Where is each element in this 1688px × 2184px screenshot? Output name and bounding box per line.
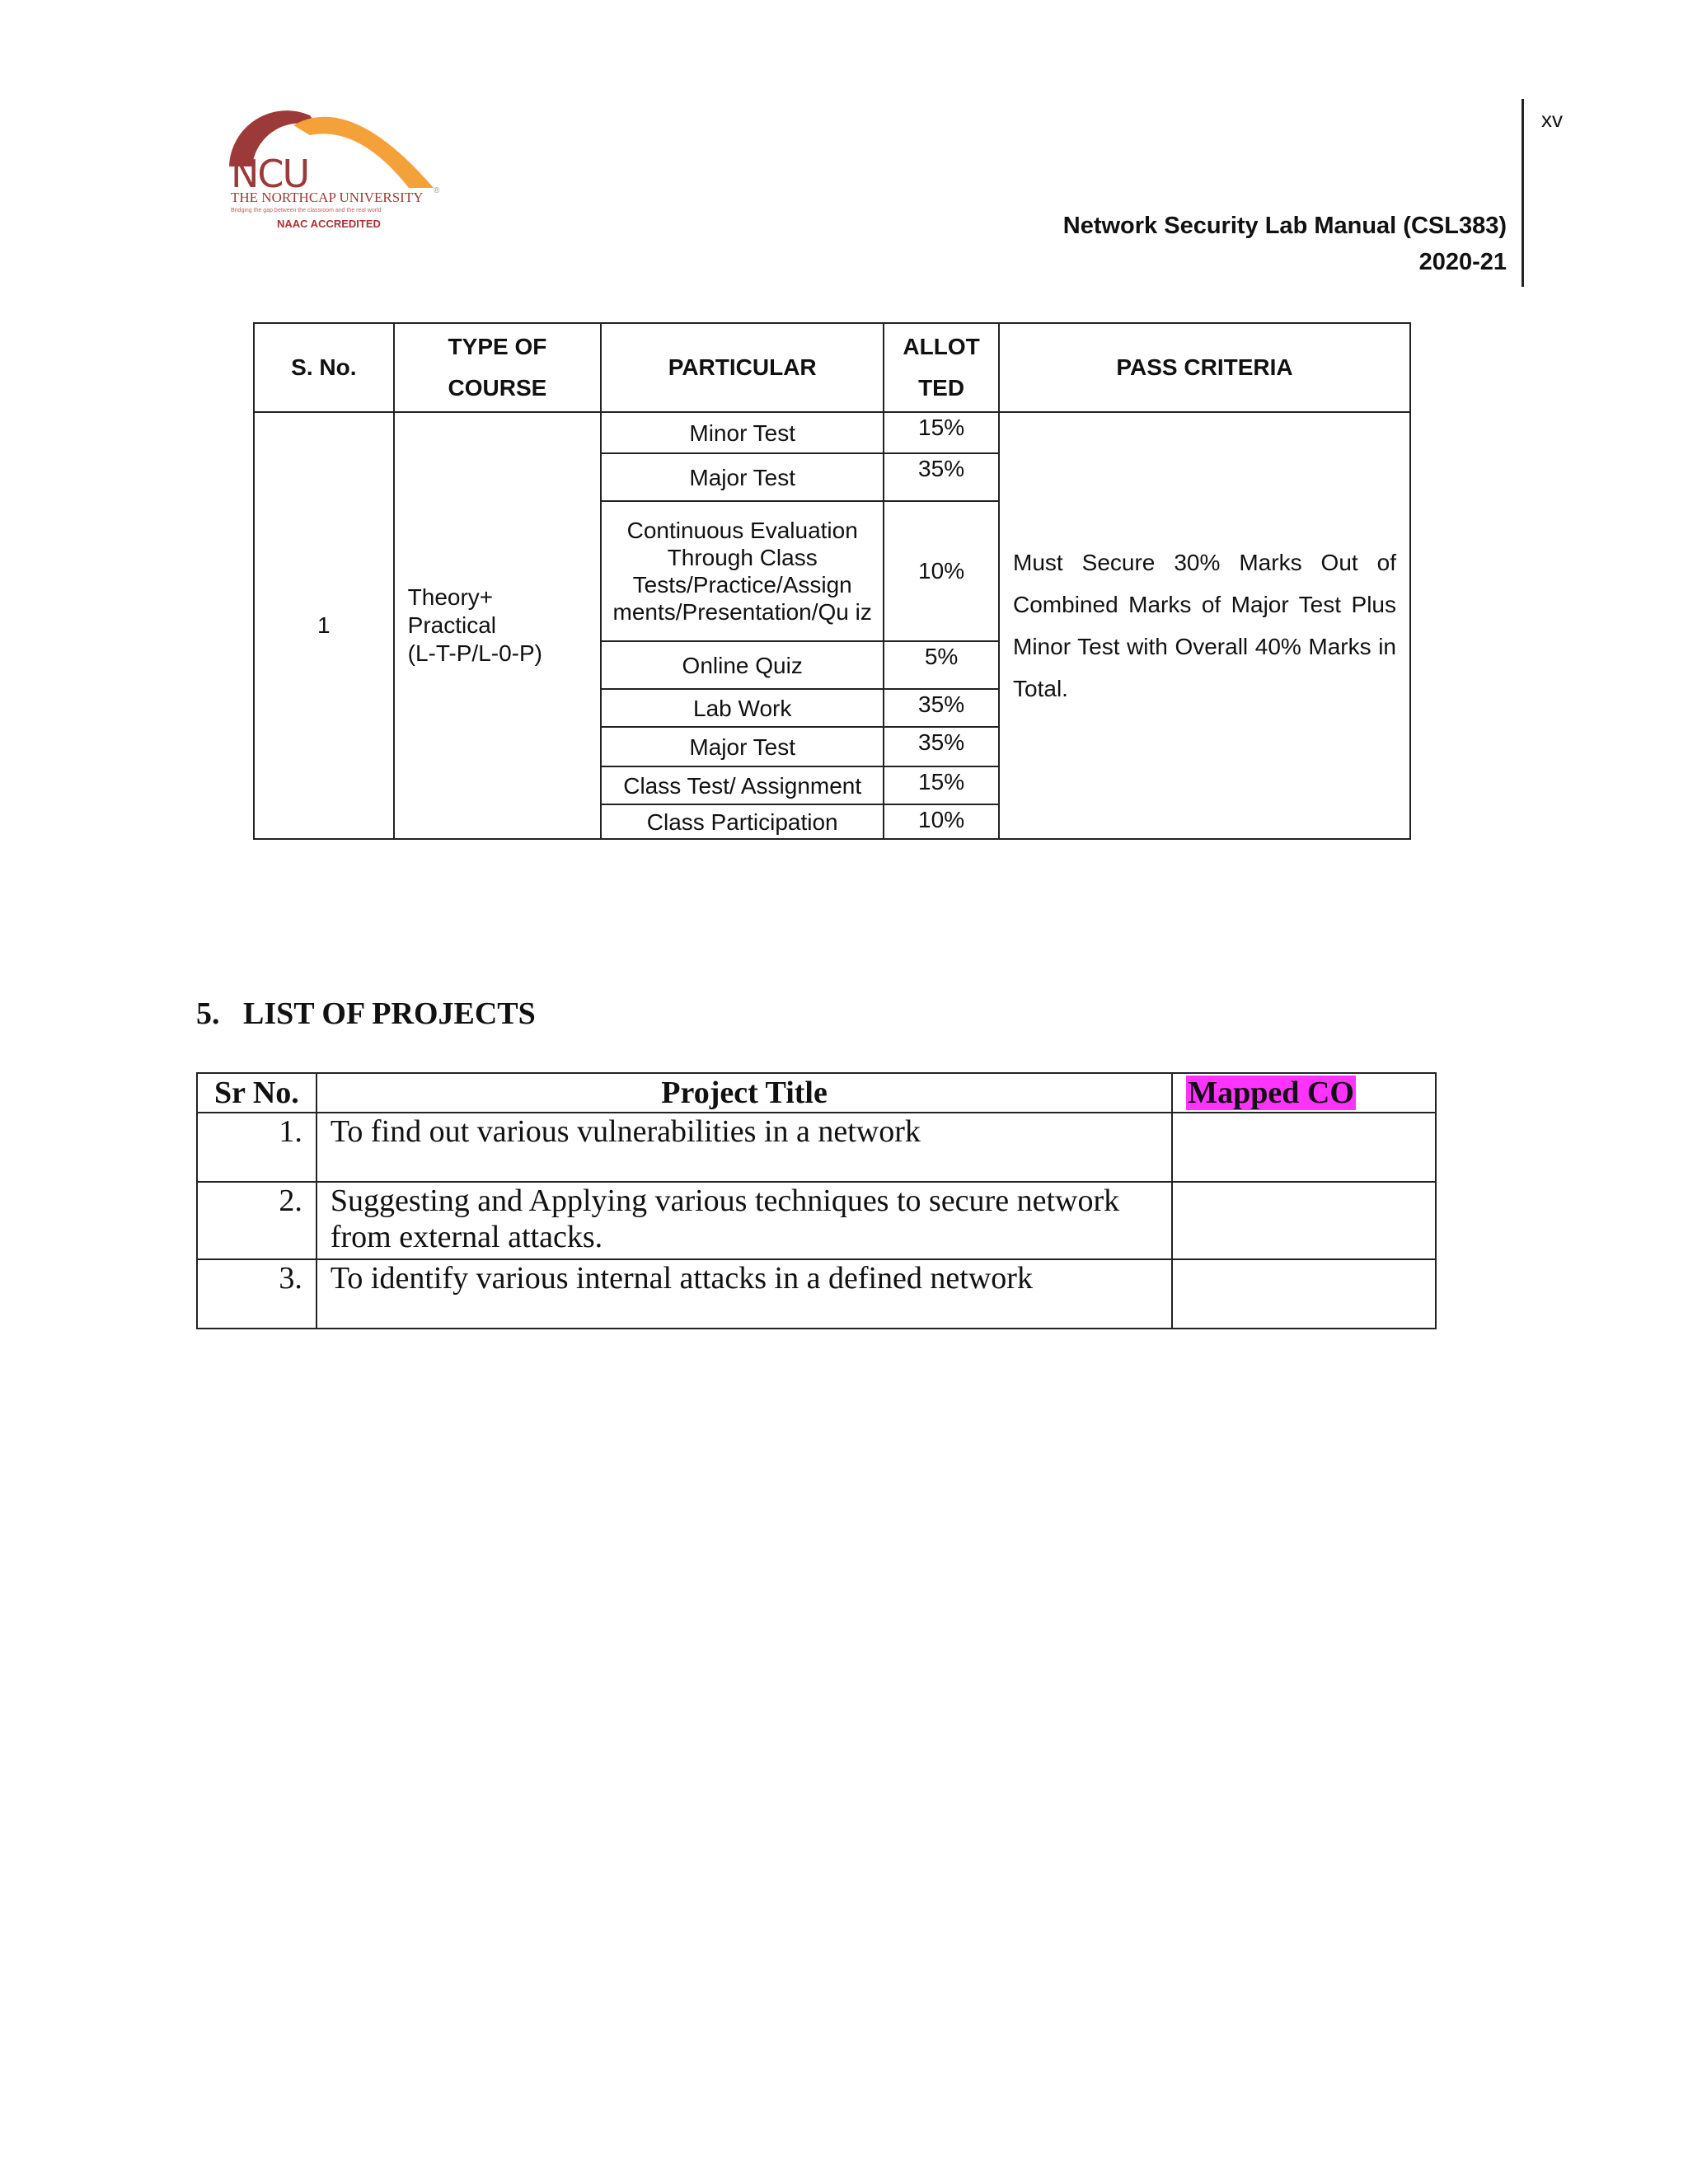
projects-table [196, 1072, 1437, 1329]
manual-title: Network Security Lab Manual (CSL383) [1062, 213, 1507, 239]
cell-allotted: 35% [884, 727, 999, 766]
logo-abbreviation: NCU [231, 152, 309, 196]
cell-particular: Class Participation [601, 804, 884, 839]
table-row [254, 412, 1410, 453]
header-pass-criteria: PASS CRITERIA [999, 323, 1410, 412]
logo-tagline: Bridging the gap between the classroom and the real world [231, 208, 382, 213]
cell-project-title: Suggesting and Applying various techniques to secure network from external attacks. [316, 1182, 1172, 1259]
header-mapped-co [1172, 1073, 1436, 1113]
cell-course-type: Theory+ Practical (L-T-P/L-0-P) [394, 412, 602, 839]
cell-allotted: 10% [884, 501, 999, 641]
cell-allotted: 15% [884, 412, 999, 453]
cell-allotted: 35% [884, 453, 999, 501]
table-row [197, 1113, 1436, 1182]
cell-allotted: 5% [884, 641, 999, 689]
evaluation-table [253, 322, 1411, 840]
cell-mapped-co [1172, 1182, 1436, 1259]
logo-accreditation: NAAC ACCREDITED [277, 218, 381, 230]
header-type-of-course: TYPE OF COURSE [394, 323, 602, 412]
registered-mark: ® [434, 186, 440, 195]
cell-allotted: 15% [884, 766, 999, 804]
cell-particular: Continuous Evaluation Through Class Tests/Practice/Assign ments/Presentation/Qu iz [601, 501, 884, 641]
cell-sno: 1 [254, 412, 394, 839]
cell-particular: Major Test [601, 727, 884, 766]
header-sr-no: Sr No. [197, 1073, 316, 1113]
cell-mapped-co [1172, 1259, 1436, 1329]
academic-year: 2020-21 [1418, 249, 1507, 275]
cell-pass-criteria: Must Secure 30% Marks Out of Combined Marks of Major Test Plus Minor Test with Overall 40% Marks in Total. [999, 412, 1410, 839]
cell-particular: Minor Test [601, 412, 884, 453]
page-number: xv [1541, 107, 1563, 132]
header-sno: S. No. [254, 323, 394, 412]
table-row [197, 1182, 1436, 1259]
cell-mapped-co [1172, 1113, 1436, 1182]
cell-sr-no: 2. [197, 1182, 316, 1259]
cell-sr-no: 3. [197, 1259, 316, 1329]
header-block [1063, 208, 1507, 280]
table-header-row [197, 1073, 1436, 1113]
header-project-title: Project Title [316, 1073, 1172, 1113]
cell-particular: Major Test [601, 453, 884, 501]
cell-allotted: 10% [884, 804, 999, 839]
cell-allotted: 35% [884, 689, 999, 727]
table-header-row [254, 323, 1410, 412]
highlighted-text: Mapped CO [1188, 1076, 1354, 1110]
cell-sr-no: 1. [197, 1113, 316, 1182]
logo-university-name: THE NORTHCAP UNIVERSITY [231, 190, 424, 205]
cell-particular: Class Test/ Assignment [601, 766, 884, 804]
university-logo [227, 109, 450, 241]
cell-project-title: To identify various internal attacks in a defined network [316, 1259, 1172, 1329]
cell-particular: Lab Work [601, 689, 884, 727]
header-allotted: ALLOT TED [884, 323, 999, 412]
table-row [197, 1259, 1436, 1329]
cell-particular: Online Quiz [601, 641, 884, 689]
header-divider [1522, 99, 1524, 287]
section-title: 5. LIST OF PROJECTS [196, 996, 536, 1031]
header-particular: PARTICULAR [601, 323, 884, 412]
cell-project-title: To find out various vulnerabilities in a network [316, 1113, 1172, 1182]
